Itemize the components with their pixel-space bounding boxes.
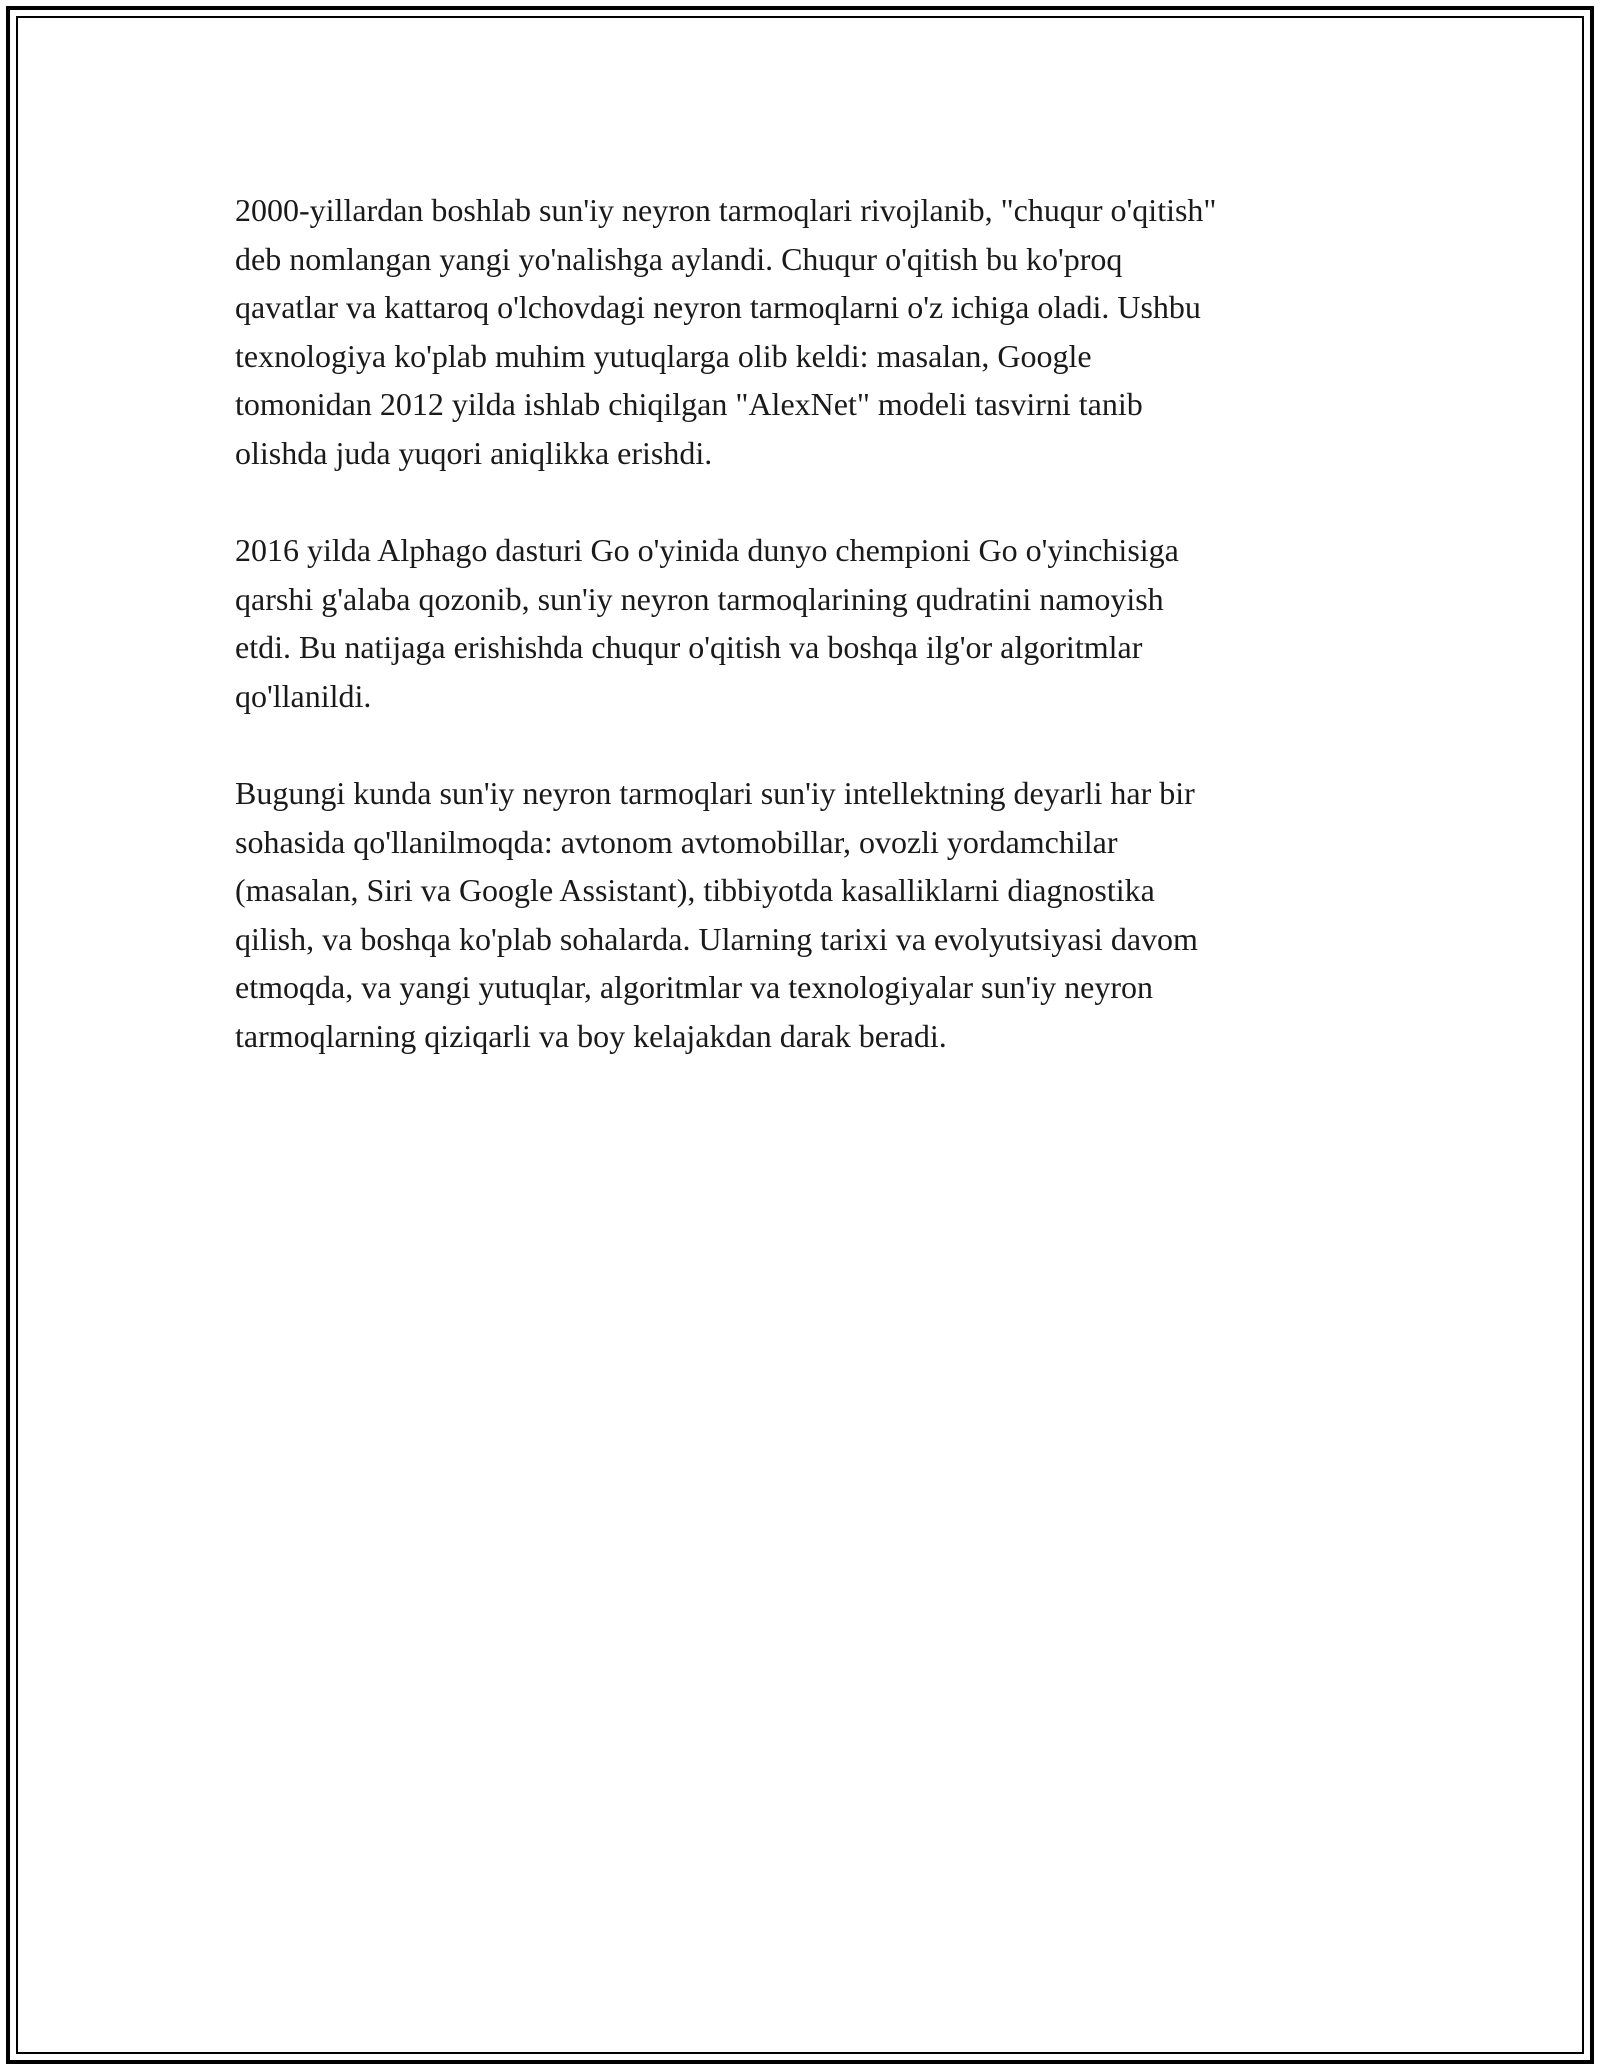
paragraph-deep-learning: 2000-yillardan boshlab sun'iy neyron tarmoqlari rivojlanib, "chuqur o'qitish" deb nomlangan yangi yo'nalishga aylandi. Chuqur o'qitish bu ko'proq qavatlar va kattaroq o'lchovdagi neyron tarmoqlarni o'z ichiga oladi. Ushbu texnologiya ko'plab muhim yutuqlarga olib keldi: masalan, Google tomonidan 2012 yilda ishlab chiqilgan "AlexNet" modeli tasvirni tanib olishda juda yuqori aniqlikka erishdi. <box>235 192 1217 471</box>
paragraph-applications: Bugungi kunda sun'iy neyron tarmoqlari sun'iy intellektning deyarli har bir sohasida qo'llanilmoqda: avtonom avtomobillar, ovozli yordamchilar (masalan, Siri va Google Assistant), tibbiyotda kasalliklarni diagnostika qilish, va boshqa ko'plab sohalarda. Ularning tarixi va evolyutsiyasi davom etmoqda, va yangi yutuqlar, algoritmlar va texnologiyalar sun'iy neyron tarmoqlarning qiziqarli va boy kelajakdan darak beradi. <box>235 775 1198 1054</box>
document-body <box>235 186 1375 1109</box>
paragraph-alphago: 2016 yilda Alphago dasturi Go o'yinida dunyo chempioni Go o'yinchisiga qarshi g'alaba qozonib, sun'iy neyron tarmoqlarining qudratini namoyish etdi. Bu natijaga erishishda chuqur o'qitish va boshqa ilg'or algoritmlar qo'llanildi. <box>235 532 1179 714</box>
